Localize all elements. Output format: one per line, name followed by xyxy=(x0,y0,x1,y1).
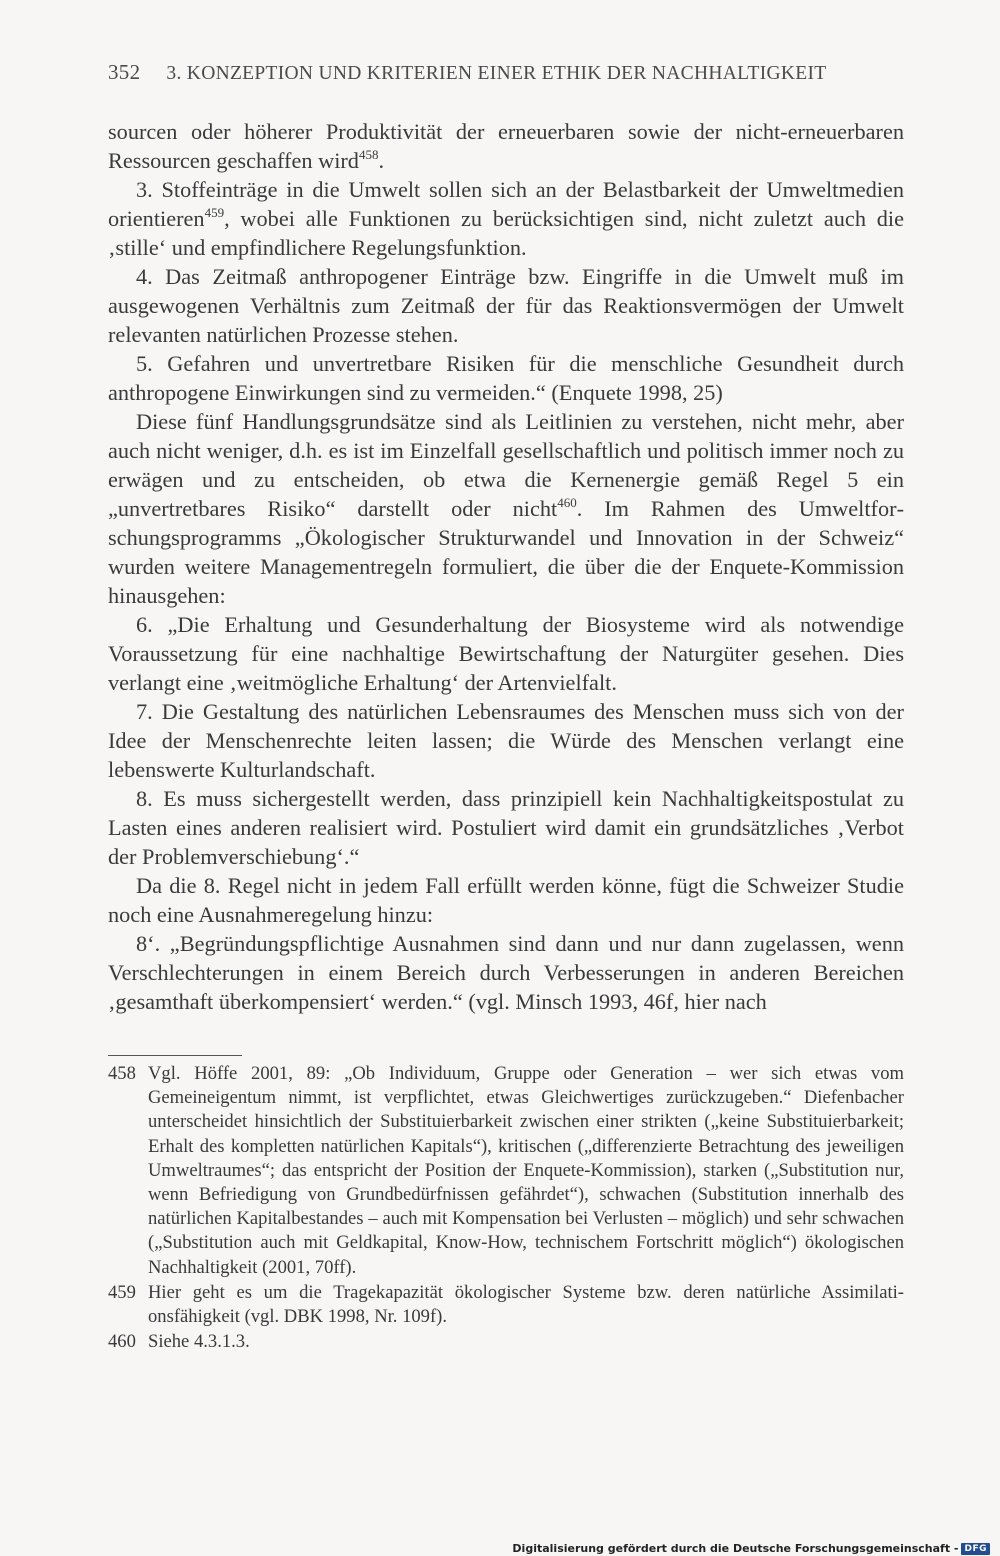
paragraph: 8‘. „Begründungspflichtige Ausnahmen sind dann und nur dann zugelassen, wenn Verschlechterungen in einem Bereich durch Verbesserungen in anderen Bereichen ‚gesamthaft überkompensiert‘ werden.“ (vgl. Minsch 1993, 46f, hier nach xyxy=(108,931,904,1014)
footnote-text: Siehe 4.3.1.3. xyxy=(148,1331,250,1353)
footnote-number: 460 xyxy=(108,1331,136,1353)
paragraph: 6. „Die Erhaltung und Gesunderhaltung der Biosysteme wird als notwendige Voraussetzung für eine nachhaltige Bewirtschaftung der Naturgüter gesehen. Dies verlangt eine ‚weitmögliche Erhaltung‘ der Artenvielfalt. xyxy=(108,612,904,695)
footnote-text: Vgl. Höffe 2001, 89: „Ob Individuum, Gruppe oder Generation – wer sich etwas vom Gemeineigentum nimmt, ist verpflichtet, etwas Gleichwertiges zurückzugeben.“ Diefenbacher unterscheidet hinsichtlich der Substituierbarkeit zwischen einer strikten („keine Substituierbarkeit; Erhalt des kompletten natürlichen Kapitals“), kritischen („differenzierte Betrachtung des jeweiligen Umweltraumes“; das entspricht der Position der Enquete-Kommission), starken („Substitution nur, wenn Befriedigung von Grundbedürfnissen gefährdet“), schwachen (Substitution innerhalb des natürlichen Kapitalbestandes – auch mit Kompensation bei Verlusten – möglich) und sehr schwachen („Substitution auch mit Geldkapital, Know-How, technischem Fortschritt möglich“) ökologischen Nachhaltigkeit (2001, 70ff). xyxy=(148,1063,904,1278)
footnote-ref-458[interactable]: 458 xyxy=(358,147,379,162)
footnote-text: Hier geht es um die Tragekapazität ökologischer Systeme bzw. deren natürliche Assimilationsfähigkeit (vgl. DBK 1998, Nr. 109f). xyxy=(148,1281,904,1328)
footnote xyxy=(108,1062,904,1280)
paragraph: 8. Es muss sichergestellt werden, dass prinzipiell kein Nachhaltigkeitspostulat zu Lasten eines anderen realisiert wird. Postuliert wird damit ein grundsätzliches ‚Verbot der Problemverschiebung‘.“ xyxy=(108,786,904,869)
paragraph: 4. Das Zeitmaß anthropogener Einträge bzw. Eingriffe in die Umwelt muß im ausgewogenen Verhältnis zum Zeitmaß der für das Reaktionsvermögen der Umwelt relevanten natürlichen Prozesse stehen. xyxy=(108,264,904,347)
running-header xyxy=(108,60,908,85)
paragraph: 3. Stoffeinträge in die Umwelt sollen sich an der Belastbarkeit der Umweltmedien orientieren$^{459}$, wobei alle Funktionen zu berücksichtigen sind, nicht zuletzt auch die ‚stille‘ und empfindlichere Regelungsfunktion. xyxy=(108,177,904,260)
paragraph: 7. Die Gestaltung des natürlichen Lebensraumes des Menschen muss sich von der Idee der Menschenrechte leiten lassen; die Würde des Menschen verlangt eine lebenswerte Kulturlandschaft. xyxy=(108,699,904,782)
footnote-separator xyxy=(108,1055,242,1056)
footnote-number: 458 xyxy=(108,1063,136,1084)
paragraph: 5. Gefahren und unvertretbare Risiken für die menschliche Gesundheit durch anthropogene Einwirkungen sind zu vermeiden.“ (Enquete 1998, 25) xyxy=(108,351,904,405)
footnotes xyxy=(108,1062,904,1355)
footnote-number: 459 xyxy=(108,1281,136,1303)
banner-text: Digitalisierung gefördert durch die Deutsche Forschungsgemeinschaft - xyxy=(512,1542,959,1555)
digitization-banner xyxy=(512,1541,990,1556)
footnote-ref-460[interactable]: 460 xyxy=(557,495,577,510)
footnote-ref-459[interactable]: 459 xyxy=(204,205,225,220)
dfg-logo: DFG xyxy=(961,1543,990,1555)
paragraph: sourcen oder höherer Produktivität der erneuerbaren sowie der nicht-erneuerbaren Ressourcen geschaffen wird$^{458}$. xyxy=(108,119,904,173)
main-text xyxy=(108,117,904,1016)
footnote xyxy=(108,1281,904,1329)
paragraph: Diese fünf Handlungsgrundsätze sind als Leitlinien zu verstehen, nicht mehr, aber auch nicht weniger, d.h. es ist im Einzelfall gesellschaftlich und politisch immer noch zu erwägen und zu entscheiden, ob etwa die Kernenergie gemäß Regel 5 ein „unvertretbares Risiko“ darstellt oder nicht$^{460}$. Im Rahmen des Umweltforschungsprogramms „Ökologischer Strukturwandel und Innovation in der Schweiz“ wurden weitere Managementregeln formuliert, die über die der Enquete-Kommission hinausgehen: xyxy=(108,409,904,608)
running-title: 3. KONZEPTION UND KRITERIEN EINER ETHIK DER NACHHALTIGKEIT xyxy=(166,63,827,84)
footnote xyxy=(108,1330,904,1354)
paragraph: Da die 8. Regel nicht in jedem Fall erfüllt werden könne, fügt die Schweizer Studie noch eine Ausnahmeregelung hinzu: xyxy=(108,873,904,927)
page-number: 352 xyxy=(108,60,141,84)
